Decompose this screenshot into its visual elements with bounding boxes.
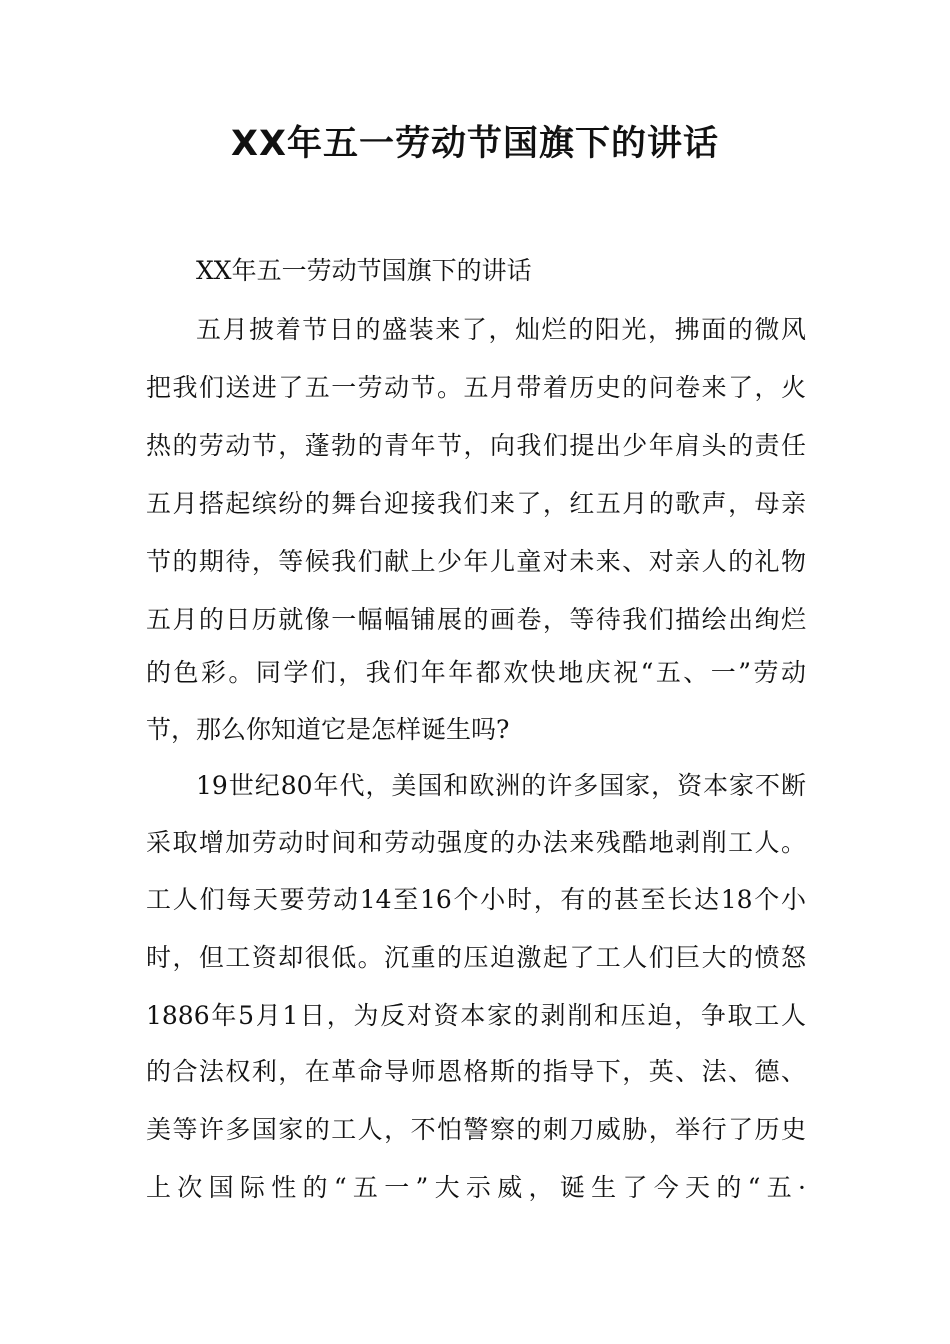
paragraph-heading-line: XX年五一劳动节国旗下的讲话 — [196, 256, 532, 285]
paragraph-line: 的色彩。同学们，我们年年都欢快地庆祝“五、一”劳动 — [146, 658, 806, 687]
paragraph-line: 的合法权利，在革命导师恩格斯的指导下，英、法、德、 — [146, 1057, 806, 1086]
paragraph-line: 美等许多国家的工人，不怕警察的刺刀威胁，举行了历史 — [146, 1115, 806, 1144]
paragraph-line: 19世纪80年代，美国和欧洲的许多国家，资本家不断 — [196, 771, 806, 800]
paragraph-line: 五月披着节日的盛装来了，灿烂的阳光，拂面的微风 — [196, 315, 806, 344]
paragraph-line: 把我们送进了五一劳动节。五月带着历史的问卷来了，火 — [146, 373, 806, 402]
paragraph-line: 热的劳动节，蓬勃的青年节，向我们提出少年肩头的责任 — [146, 431, 806, 460]
paragraph-line: 上次国际性的“五一”大示威，诞生了今天的“五· — [146, 1173, 806, 1202]
paragraph-line: 工人们每天要劳动14至16个小时，有的甚至长达18个小 — [146, 885, 806, 914]
paragraph-line: 五月的日历就像一幅幅铺展的画卷，等待我们描绘出绚烂 — [146, 605, 806, 634]
document-title: XX年五一劳动节国旗下的讲话 — [231, 124, 719, 164]
paragraph-line: 节的期待，等候我们献上少年儿童对未来、对亲人的礼物 — [146, 547, 806, 576]
paragraph-line: 时，但工资却很低。沉重的压迫激起了工人们巨大的愤怒 — [146, 943, 806, 972]
paragraph-line: 五月搭起缤纷的舞台迎接我们来了，红五月的歌声，母亲 — [146, 489, 806, 518]
paragraph-line: 采取增加劳动时间和劳动强度的办法来残酷地剥削工人。 — [146, 828, 806, 857]
paragraph-line: 1886年5月1日，为反对资本家的剥削和压迫，争取工人 — [146, 1001, 806, 1030]
paragraph-line: 节，那么你知道它是怎样诞生吗? — [146, 715, 510, 744]
